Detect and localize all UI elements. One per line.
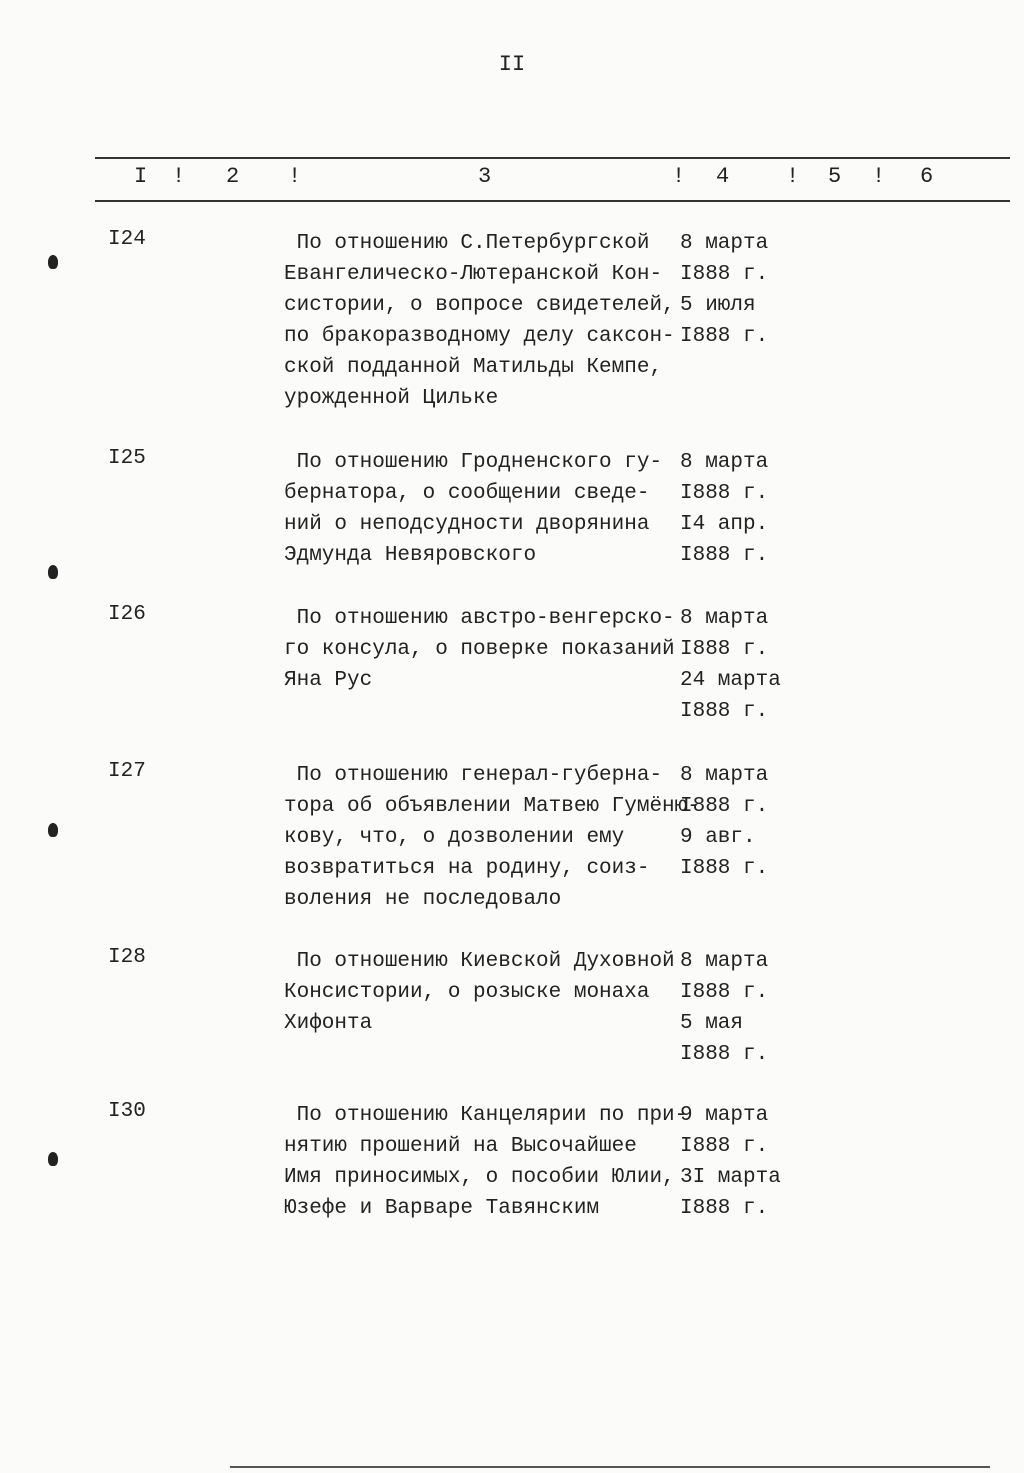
page-number: II — [498, 52, 526, 77]
description-line: По отношению генерал-губерна- — [284, 764, 663, 787]
entry-description — [284, 946, 675, 1039]
entry-number: I30 — [108, 1100, 146, 1123]
description-line: тора об объявлении Матвею Гумёню- — [284, 795, 700, 818]
date-line: 8 марта — [680, 950, 769, 973]
date-line: I888 г. — [680, 700, 769, 723]
description-line: Имя приносимых, о пособии Юлии, — [284, 1166, 675, 1189]
entry-number: I27 — [108, 760, 146, 783]
date-line: I888 г. — [680, 981, 769, 1004]
date-line: 9 марта — [680, 1104, 769, 1127]
column-separator: ! — [872, 164, 886, 189]
date-line: 3I марта — [680, 1166, 781, 1189]
column-number: 2 — [226, 164, 240, 189]
column-number: 6 — [920, 164, 934, 189]
description-line: Юзефе и Варваре Тавянским — [284, 1197, 600, 1220]
date-line: I888 г. — [680, 544, 769, 567]
date-line: I888 г. — [680, 263, 769, 286]
date-line: I888 г. — [680, 638, 769, 661]
description-line: По отношению Киевской Духовной — [284, 950, 675, 973]
description-line: По отношению С.Петербургской — [284, 232, 650, 255]
entry-description — [284, 447, 662, 571]
date-line: 5 мая — [680, 1012, 744, 1035]
date-line: I888 г. — [680, 857, 769, 880]
description-line: ний о неподсудности дворянина — [284, 513, 650, 536]
header-bottom-rule — [95, 200, 1010, 202]
description-line: Консистории, о розыске монаха — [284, 981, 650, 1004]
description-line: воления не последовало — [284, 888, 562, 911]
entry-number: I24 — [108, 228, 146, 251]
entry-number: I26 — [108, 603, 146, 626]
description-line: Хифонта — [284, 1012, 373, 1035]
date-line: I888 г. — [680, 482, 769, 505]
description-line: Эдмунда Невяровского — [284, 544, 537, 567]
description-line: По отношению Гродненского гу- — [284, 451, 663, 474]
entry-description — [284, 228, 675, 414]
date-line: 8 марта — [680, 607, 769, 630]
column-number: 4 — [716, 164, 730, 189]
binding-hole-mark — [48, 1152, 58, 1166]
entry-description — [284, 1100, 687, 1224]
date-line: I888 г. — [680, 1043, 769, 1066]
description-line: урожденной Цильке — [284, 387, 499, 410]
date-line: 8 марта — [680, 451, 769, 474]
entry-dates — [680, 946, 768, 1070]
description-line: кову, что, о дозволении ему — [284, 826, 625, 849]
date-line: 24 марта — [680, 669, 781, 692]
entry-number: I28 — [108, 946, 146, 969]
column-number: 3 — [478, 164, 492, 189]
date-line: 5 июля — [680, 294, 756, 317]
description-line: нятию прошений на Высочайшее — [284, 1135, 637, 1158]
date-line: 8 марта — [680, 232, 769, 255]
bottom-rule — [230, 1466, 990, 1468]
entry-description — [284, 760, 700, 915]
date-line: I888 г. — [680, 795, 769, 818]
column-separator: ! — [786, 164, 800, 189]
description-line: по бракоразводному делу саксон- — [284, 325, 675, 348]
description-line: По отношению австро-венгерско- — [284, 607, 675, 630]
date-line: I888 г. — [680, 1135, 769, 1158]
entry-dates — [680, 228, 768, 352]
binding-hole-mark — [48, 565, 58, 579]
binding-hole-mark — [48, 823, 58, 837]
column-number: I — [134, 164, 148, 189]
binding-hole-mark — [48, 255, 58, 269]
description-line: го консула, о поверке показаний — [284, 638, 675, 661]
entry-dates — [680, 1100, 781, 1224]
description-line: ской подданной Матильды Кемпе, — [284, 356, 663, 379]
header-top-rule — [95, 157, 1010, 159]
date-line: I888 г. — [680, 1197, 769, 1220]
date-line: I4 апр. — [680, 513, 769, 536]
date-line: 9 авг. — [680, 826, 756, 849]
description-line: Евангелическо-Лютеранской Кон- — [284, 263, 663, 286]
column-separator: ! — [172, 164, 186, 189]
description-line: Яна Рус — [284, 669, 373, 692]
description-line: бернатора, о сообщении сведе- — [284, 482, 650, 505]
description-line: возвратиться на родину, соиз- — [284, 857, 650, 880]
description-line: По отношению Канцелярии по при- — [284, 1104, 688, 1127]
column-separator: ! — [672, 164, 686, 189]
description-line: систории, о вопросе свидетелей, — [284, 294, 675, 317]
column-separator: ! — [288, 164, 302, 189]
entry-dates — [680, 603, 781, 727]
date-line: 8 марта — [680, 764, 769, 787]
date-line: I888 г. — [680, 325, 769, 348]
entry-number: I25 — [108, 447, 146, 470]
entry-dates — [680, 447, 768, 571]
entry-dates — [680, 760, 768, 884]
entry-description — [284, 603, 675, 696]
column-number: 5 — [828, 164, 842, 189]
